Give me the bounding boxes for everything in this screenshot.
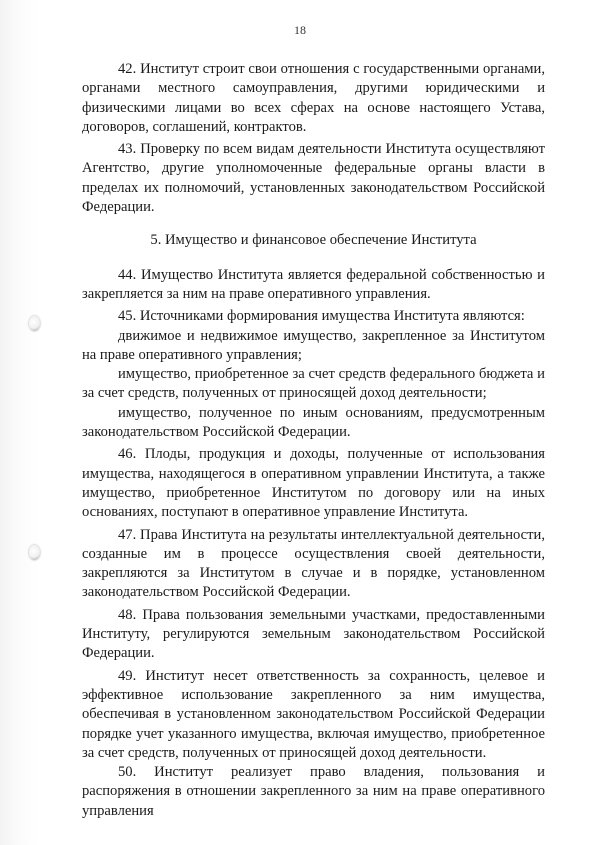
paragraph-45-item-1: движимое и недвижимое имущество, закрепленное за Институтом на праве оперативного управления;: [82, 327, 545, 363]
paragraph-48: 48. Права пользования земельными участками, предоставленными Институту, регулируются земельным законодательством Российской Федерации.: [82, 606, 545, 662]
paragraph-50: 50. Институт реализует право владения, пользования и распоряжения в отношении закрепленного за ним на праве оперативного управления: [82, 764, 545, 819]
paragraph-43: 43. Проверку по всем видам деятельности Института осуществляют Агентство, другие уполномоченные федеральные органы власти в пределах их полномочий, установленных законодательством Российской Федерации.: [82, 141, 545, 216]
paragraph-45: 45. Источниками формирования имущества Института являются:: [118, 308, 525, 325]
paragraph-45-item-2: имущество, приобретенное за счет средств федерального бюджета и за счет средств, полученных от приносящей доход деятельности;: [82, 366, 545, 402]
paragraph-44: 44. Имущество Института является федеральной собственностью и закрепляется за ним на праве оперативного управления.: [82, 266, 545, 302]
paragraph-46: 46. Плоды, продукция и доходы, полученные от использования имущества, находящегося в оперативном управлении Института, а также имущество, приобретенное Институтом по договору или на иных основаниях, поступают в оперативное управление Института.: [82, 446, 545, 521]
section-heading: 5. Имущество и финансовое обеспечение Института: [150, 232, 477, 249]
paragraph-49: 49. Институт несет ответственность за сохранность, целевое и эффективное использование закрепленного за ним имущества, обеспечивая в установленном законодательством Российской Федерации порядке учет указанного имущества, включая имущество, приобретенное за счет средств, полученных от приносящей доход деятельности.: [82, 667, 545, 761]
paragraph-47: 47. Права Института на результаты интеллектуальной деятельности, созданные им в процессе осуществления своей деятельности, закрепляются за Институтом в случае и в порядке, установленном законодательством Российской Федерации.: [82, 526, 545, 601]
paragraph-45-item-3: имущество, полученное по иным основаниям, предусмотренным законодательством Российской Федерации.: [82, 404, 545, 441]
paragraph-42: 42. Институт строит свои отношения с государственными органами, органами местного самоуправления, другими юридическими и физическими лицами во всех сферах на основе настоящего Устава, договоров, соглашений, контрактов.: [82, 61, 545, 135]
punch-hole-bottom: [29, 545, 40, 560]
page-number: 18: [294, 23, 306, 37]
punch-hole-top: [29, 316, 40, 331]
document-body: [82, 60, 545, 821]
